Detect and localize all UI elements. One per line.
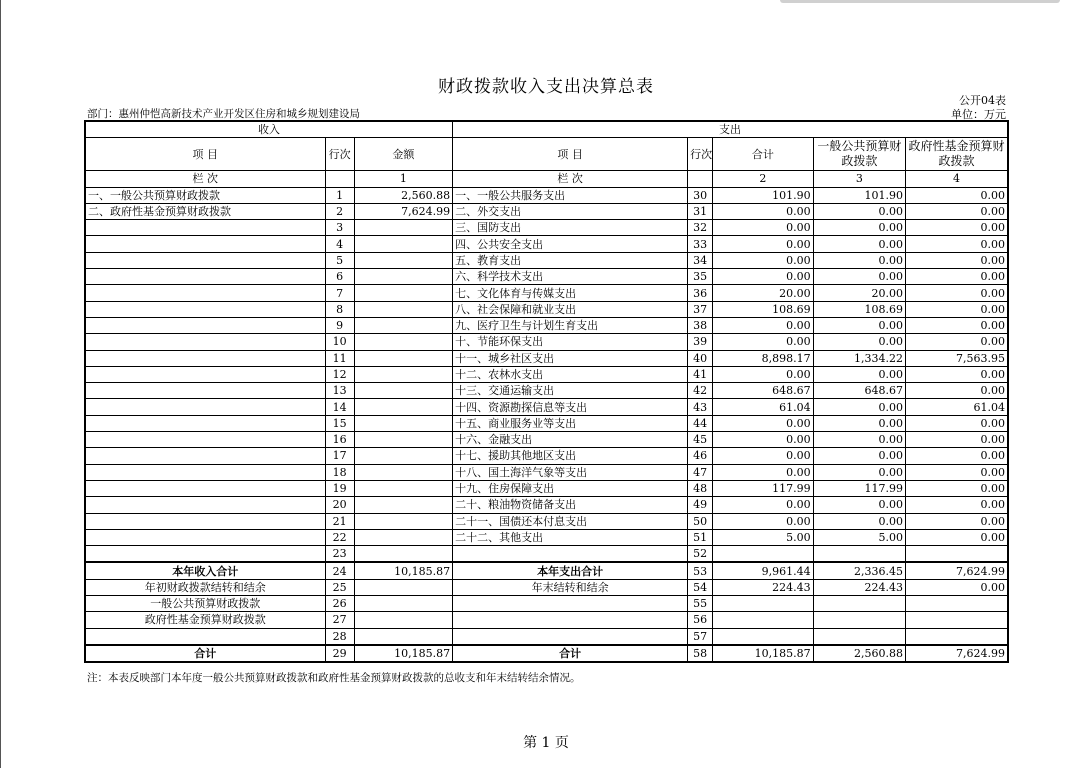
gov-fund-amount: 7,563.95: [906, 350, 1008, 366]
summary-expense-line-no: 56: [688, 612, 713, 628]
expense-line-no: 32: [688, 220, 713, 236]
table-row: [85, 480, 1008, 496]
expense-line-no: 46: [688, 448, 713, 464]
income-line-no: 2: [325, 203, 354, 219]
expense-total: 0.00: [713, 236, 813, 252]
table-row: [85, 513, 1008, 529]
col-index-2: 2: [713, 171, 813, 187]
general-public-amount: 0.00: [813, 220, 905, 236]
expense-line-no: 35: [688, 269, 713, 285]
general-public-amount: 648.67: [813, 383, 905, 399]
expense-total: 0.00: [713, 415, 813, 431]
gov-fund-amount: 0.00: [906, 334, 1008, 350]
income-line-no: 13: [325, 383, 354, 399]
expense-line-no: 42: [688, 383, 713, 399]
income-line-no: 1: [325, 187, 354, 203]
col-index-3: 3: [813, 171, 905, 187]
income-line-no: 21: [325, 513, 354, 529]
expense-line-no: 34: [688, 252, 713, 268]
income-amount-header: 金额: [354, 138, 452, 171]
summary-expense-total: [713, 612, 813, 628]
empty-cell: [325, 171, 354, 187]
income-amount: 7,624.99: [354, 203, 452, 219]
expense-item: 十五、商业服务业等支出: [453, 415, 688, 431]
expense-item: 八、社会保障和就业支出: [453, 301, 688, 317]
income-amount: [354, 497, 452, 513]
general-public-amount: 0.00: [813, 513, 905, 529]
table-row: [85, 317, 1008, 333]
income-line-no: 6: [325, 269, 354, 285]
income-line-no: 3: [325, 220, 354, 236]
column-index-row: [85, 171, 1008, 187]
summary-general-public: 2,336.45: [813, 562, 905, 579]
table-row: [85, 285, 1008, 301]
income-item: [85, 269, 325, 285]
summary-expense-item: 年末结转和结余: [453, 579, 688, 595]
expense-total: 101.90: [713, 187, 813, 203]
summary-general-public: [813, 628, 905, 645]
expense-total-header: 合计: [713, 138, 813, 171]
expense-item: 十三、交通运输支出: [453, 383, 688, 399]
unit-label: 单位：万元: [951, 108, 1006, 121]
gov-fund-amount: [906, 546, 1008, 563]
expense-item: 二、外交支出: [453, 203, 688, 219]
summary-row: [85, 612, 1008, 628]
table-row: [85, 432, 1008, 448]
expense-total: 8,898.17: [713, 350, 813, 366]
summary-income-amount: 10,185.87: [354, 645, 452, 662]
summary-income-item: 本年收入合计: [85, 562, 325, 579]
expense-item: 十、节能环保支出: [453, 334, 688, 350]
section-header-row: [85, 121, 1008, 138]
income-item: [85, 317, 325, 333]
expense-total: 61.04: [713, 399, 813, 415]
income-amount: [354, 546, 452, 563]
expense-item: 三、国防支出: [453, 220, 688, 236]
summary-gov-fund: [906, 628, 1008, 645]
gov-fund-amount: 61.04: [906, 399, 1008, 415]
expense-item: 二十二、其他支出: [453, 529, 688, 545]
general-public-amount: 0.00: [813, 236, 905, 252]
income-line-no: 8: [325, 301, 354, 317]
col-index-4: 4: [906, 171, 1008, 187]
expense-line-no: 37: [688, 301, 713, 317]
table-row: [85, 301, 1008, 317]
income-item: [85, 497, 325, 513]
department-label: 部门：惠州仲恺高新技术产业开发区住房和城乡规划建设局: [87, 108, 360, 120]
summary-expense-item: [453, 612, 688, 628]
income-line-no-header: 行次: [325, 138, 354, 171]
income-item: [85, 529, 325, 545]
expense-total: 0.00: [713, 317, 813, 333]
income-item: [85, 220, 325, 236]
empty-cell: [688, 171, 713, 187]
expense-line-no: 49: [688, 497, 713, 513]
summary-income-amount: [354, 612, 452, 628]
summary-income-amount: [354, 579, 452, 595]
summary-row: [85, 628, 1008, 645]
income-item: [85, 350, 325, 366]
expense-item: 十四、资源勘探信息等支出: [453, 399, 688, 415]
window-top-edge: [780, 0, 1060, 3]
income-item: 一、一般公共预算财政拨款: [85, 187, 325, 203]
summary-expense-line-no: 54: [688, 579, 713, 595]
income-item: [85, 252, 325, 268]
expense-line-no: 36: [688, 285, 713, 301]
income-amount: [354, 432, 452, 448]
expense-total: 0.00: [713, 252, 813, 268]
general-public-amount: 0.00: [813, 448, 905, 464]
income-amount: [354, 334, 452, 350]
income-line-no: 20: [325, 497, 354, 513]
general-public-amount: 20.00: [813, 285, 905, 301]
summary-row: [85, 645, 1008, 662]
income-amount: [354, 252, 452, 268]
expense-line-no: 41: [688, 366, 713, 382]
general-public-amount: [813, 546, 905, 563]
table-row: [85, 529, 1008, 545]
expense-item: 五、教育支出: [453, 252, 688, 268]
expense-line-no: 30: [688, 187, 713, 203]
table-row: [85, 334, 1008, 350]
expense-line-no: 47: [688, 464, 713, 480]
expense-item: 七、文化体育与传媒支出: [453, 285, 688, 301]
expense-total: 0.00: [713, 464, 813, 480]
income-line-no: 9: [325, 317, 354, 333]
general-public-amount: 0.00: [813, 497, 905, 513]
expense-item: 六、科学技术支出: [453, 269, 688, 285]
expense-total: 0.00: [713, 448, 813, 464]
summary-gov-fund: [906, 596, 1008, 612]
page-number: 第 1 页: [523, 735, 569, 751]
summary-expense-total: [713, 596, 813, 612]
expense-total: 0.00: [713, 497, 813, 513]
expense-section-header: 支出: [453, 121, 1008, 138]
general-public-amount: 108.69: [813, 301, 905, 317]
expense-item: [453, 546, 688, 563]
expense-total: 117.99: [713, 480, 813, 496]
summary-income-item: 一般公共预算财政拨款: [85, 596, 325, 612]
income-item: [85, 301, 325, 317]
summary-income-amount: [354, 596, 452, 612]
form-number: 公开04表: [959, 94, 1006, 107]
general-public-amount: 1,334.22: [813, 350, 905, 366]
income-column-label: 栏 次: [85, 171, 325, 187]
income-item: [85, 448, 325, 464]
summary-expense-line-no: 57: [688, 628, 713, 645]
expense-item: 二十、粮油物资储备支出: [453, 497, 688, 513]
summary-gov-fund: 7,624.99: [906, 645, 1008, 662]
general-public-amount: 0.00: [813, 399, 905, 415]
income-item: [85, 236, 325, 252]
summary-expense-item: 本年支出合计: [453, 562, 688, 579]
income-amount: [354, 415, 452, 431]
income-line-no: 14: [325, 399, 354, 415]
income-item: [85, 546, 325, 563]
income-item: [85, 513, 325, 529]
summary-general-public: [813, 612, 905, 628]
general-public-amount: 0.00: [813, 464, 905, 480]
income-line-no: 19: [325, 480, 354, 496]
expense-item: 十九、住房保障支出: [453, 480, 688, 496]
income-item: [85, 480, 325, 496]
gov-fund-amount: 0.00: [906, 301, 1008, 317]
gov-fund-amount: 0.00: [906, 187, 1008, 203]
expense-total: 0.00: [713, 203, 813, 219]
summary-expense-item: 合计: [453, 645, 688, 662]
expense-line-no: 40: [688, 350, 713, 366]
expense-item: 九、医疗卫生与计划生育支出: [453, 317, 688, 333]
income-item: [85, 432, 325, 448]
summary-income-line-no: 29: [325, 645, 354, 662]
summary-gov-fund: 0.00: [906, 579, 1008, 595]
summary-income-item: [85, 628, 325, 645]
income-line-no: 22: [325, 529, 354, 545]
income-amount: 2,560.88: [354, 187, 452, 203]
expense-total: 648.67: [713, 383, 813, 399]
budget-table: [84, 120, 1009, 663]
summary-expense-item: [453, 596, 688, 612]
expense-line-no: 43: [688, 399, 713, 415]
summary-general-public: [813, 596, 905, 612]
general-public-amount: 0.00: [813, 317, 905, 333]
income-amount: [354, 350, 452, 366]
income-line-no: 15: [325, 415, 354, 431]
gov-fund-amount: 0.00: [906, 252, 1008, 268]
expense-item: 十二、农林水支出: [453, 366, 688, 382]
expense-line-no: 52: [688, 546, 713, 563]
income-section-header: 收入: [85, 121, 453, 138]
general-public-amount: 0.00: [813, 432, 905, 448]
expense-total: 20.00: [713, 285, 813, 301]
income-item: [85, 383, 325, 399]
income-item: [85, 285, 325, 301]
summary-gov-fund: [906, 612, 1008, 628]
gov-fund-amount: 0.00: [906, 432, 1008, 448]
summary-income-amount: [354, 628, 452, 645]
summary-expense-total: 9,961.44: [713, 562, 813, 579]
gov-fund-amount: 0.00: [906, 285, 1008, 301]
income-line-no: 18: [325, 464, 354, 480]
general-public-budget-header: 一般公共预算财政拨款: [813, 138, 905, 171]
gov-fund-amount: 0.00: [906, 448, 1008, 464]
expense-line-no: 51: [688, 529, 713, 545]
income-amount: [354, 285, 452, 301]
gov-fund-amount: 0.00: [906, 464, 1008, 480]
summary-income-amount: 10,185.87: [354, 562, 452, 579]
income-line-no: 11: [325, 350, 354, 366]
summary-expense-line-no: 55: [688, 596, 713, 612]
gov-fund-amount: 0.00: [906, 480, 1008, 496]
expense-item: 十八、国土海洋气象等支出: [453, 464, 688, 480]
expense-line-no: 48: [688, 480, 713, 496]
income-amount: [354, 448, 452, 464]
income-item: [85, 399, 325, 415]
general-public-amount: 0.00: [813, 334, 905, 350]
table-row: [85, 236, 1008, 252]
col-index-1: 1: [354, 171, 452, 187]
general-public-amount: 5.00: [813, 529, 905, 545]
gov-fund-amount: 0.00: [906, 529, 1008, 545]
summary-income-line-no: 27: [325, 612, 354, 628]
expense-total: 0.00: [713, 269, 813, 285]
gov-fund-amount: 0.00: [906, 415, 1008, 431]
general-public-amount: 0.00: [813, 366, 905, 382]
table-row: [85, 383, 1008, 399]
summary-expense-line-no: 58: [688, 645, 713, 662]
income-amount: [354, 317, 452, 333]
gov-fund-amount: 0.00: [906, 236, 1008, 252]
general-public-amount: 0.00: [813, 252, 905, 268]
table-row: [85, 203, 1008, 219]
income-item: [85, 415, 325, 431]
expense-line-no: 38: [688, 317, 713, 333]
income-amount: [354, 464, 452, 480]
table-row: [85, 415, 1008, 431]
income-amount: [354, 301, 452, 317]
expense-line-no: 45: [688, 432, 713, 448]
expense-line-no: 50: [688, 513, 713, 529]
expense-item: 十七、援助其他地区支出: [453, 448, 688, 464]
gov-fund-budget-header: 政府性基金预算财政拨款: [906, 138, 1008, 171]
expense-line-no: 44: [688, 415, 713, 431]
table-row: [85, 220, 1008, 236]
expense-total: 0.00: [713, 513, 813, 529]
expense-item: 一、一般公共服务支出: [453, 187, 688, 203]
income-item-header: 项 目: [85, 138, 325, 171]
table-row: [85, 399, 1008, 415]
expense-total: 0.00: [713, 334, 813, 350]
income-item: [85, 464, 325, 480]
expense-item-header: 项 目: [453, 138, 688, 171]
general-public-amount: 0.00: [813, 203, 905, 219]
income-line-no: 23: [325, 546, 354, 563]
income-line-no: 16: [325, 432, 354, 448]
expense-column-label: 栏 次: [453, 171, 688, 187]
expense-total: 5.00: [713, 529, 813, 545]
gov-fund-amount: 0.00: [906, 203, 1008, 219]
summary-expense-total: 10,185.87: [713, 645, 813, 662]
column-header-row: [85, 138, 1008, 171]
expense-line-no-header: 行次: [688, 138, 713, 171]
summary-income-line-no: 24: [325, 562, 354, 579]
summary-general-public: 2,560.88: [813, 645, 905, 662]
summary-income-line-no: 28: [325, 628, 354, 645]
gov-fund-amount: 0.00: [906, 383, 1008, 399]
income-amount: [354, 480, 452, 496]
table-row: [85, 187, 1008, 203]
summary-income-line-no: 25: [325, 579, 354, 595]
gov-fund-amount: 0.00: [906, 497, 1008, 513]
summary-general-public: 224.43: [813, 579, 905, 595]
gov-fund-amount: 0.00: [906, 513, 1008, 529]
gov-fund-amount: 0.00: [906, 317, 1008, 333]
summary-income-line-no: 26: [325, 596, 354, 612]
general-public-amount: 117.99: [813, 480, 905, 496]
summary-expense-total: [713, 628, 813, 645]
income-amount: [354, 366, 452, 382]
expense-line-no: 39: [688, 334, 713, 350]
income-line-no: 7: [325, 285, 354, 301]
summary-income-item: 合计: [85, 645, 325, 662]
income-line-no: 12: [325, 366, 354, 382]
summary-expense-line-no: 53: [688, 562, 713, 579]
expense-item: 十六、金融支出: [453, 432, 688, 448]
income-amount: [354, 513, 452, 529]
table-row: [85, 448, 1008, 464]
expense-item: 二十一、国债还本付息支出: [453, 513, 688, 529]
income-line-no: 17: [325, 448, 354, 464]
expense-total: 0.00: [713, 432, 813, 448]
table-row: [85, 350, 1008, 366]
expense-total: 0.00: [713, 220, 813, 236]
expense-total: [713, 546, 813, 563]
gov-fund-amount: 0.00: [906, 366, 1008, 382]
table-row: [85, 269, 1008, 285]
summary-expense-total: 224.43: [713, 579, 813, 595]
summary-row: [85, 596, 1008, 612]
table-row: [85, 366, 1008, 382]
summary-expense-item: [453, 628, 688, 645]
expense-line-no: 33: [688, 236, 713, 252]
income-line-no: 4: [325, 236, 354, 252]
footnote: 注：本表反映部门本年度一般公共预算财政拨款和政府性基金预算财政拨款的总收支和年末结转结余情况。: [87, 672, 581, 684]
gov-fund-amount: 0.00: [906, 269, 1008, 285]
income-amount: [354, 269, 452, 285]
general-public-amount: 0.00: [813, 269, 905, 285]
summary-row: [85, 579, 1008, 595]
expense-total: 108.69: [713, 301, 813, 317]
income-item: [85, 334, 325, 350]
report-title: 财政拨款收入支出决算总表: [438, 77, 654, 97]
table-row: [85, 497, 1008, 513]
general-public-amount: 0.00: [813, 415, 905, 431]
expense-line-no: 31: [688, 203, 713, 219]
income-line-no: 10: [325, 334, 354, 350]
summary-income-item: 年初财政拨款结转和结余: [85, 579, 325, 595]
table-row: [85, 546, 1008, 563]
income-amount: [354, 383, 452, 399]
expense-total: 0.00: [713, 366, 813, 382]
income-item: 二、政府性基金预算财政拨款: [85, 203, 325, 219]
income-amount: [354, 236, 452, 252]
income-line-no: 5: [325, 252, 354, 268]
expense-item: 四、公共安全支出: [453, 236, 688, 252]
income-item: [85, 366, 325, 382]
table-row: [85, 252, 1008, 268]
gov-fund-amount: 0.00: [906, 220, 1008, 236]
table-row: [85, 464, 1008, 480]
summary-gov-fund: 7,624.99: [906, 562, 1008, 579]
income-amount: [354, 399, 452, 415]
page-left-border: [0, 0, 1, 768]
general-public-amount: 101.90: [813, 187, 905, 203]
expense-item: 十一、城乡社区支出: [453, 350, 688, 366]
summary-row: [85, 562, 1008, 579]
summary-income-item: 政府性基金预算财政拨款: [85, 612, 325, 628]
income-amount: [354, 529, 452, 545]
income-amount: [354, 220, 452, 236]
